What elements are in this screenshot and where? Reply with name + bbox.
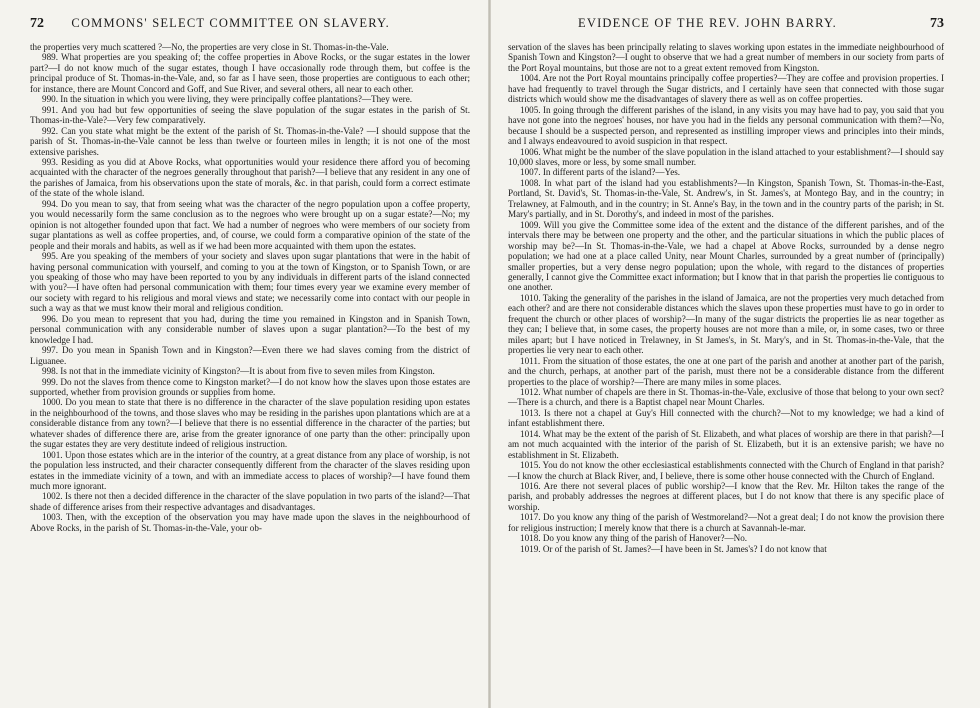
paragraph: 1018. Do you know any thing of the parish of Hanover?—No. xyxy=(520,533,748,544)
paragraph: 1004. Are not the Port Royal mountains principally coffee properties?—They are coffee and provision properties. I have had frequently to travel through the Sugar districts, and I certainly have seen that connected with those sugar districts which would show me the disadvantages of slavery there as well as on coffee properties. xyxy=(508,73,944,105)
paragraph: the properties very much scattered ?—No, the properties are very close in St. Thomas-in-the-Vale. xyxy=(30,42,389,52)
paragraph: 1003. Then, with the exception of the observation you may have made upon the slaves in the neighbourhood of Above Rocks, in the parish of St. Thomas-in-the-Vale, your ob- xyxy=(30,512,470,533)
right-page-number: 73 xyxy=(930,16,944,31)
paragraph: 1011. From the situation of those estates, the one at one part of the parish and another at another part of the parish, and the church, perhaps, at another part of the parish, must there not be a considerable distance from the different properties to the place of worship?—There are many miles in some places. xyxy=(508,355,944,387)
paragraph: 1014. What may be the extent of the parish of St. Elizabeth, and what places of worship are there in that parish?—I am not much acquainted with the interior of the parish of St. Elizabeth, but it is an extensive parish; we have no establishment in St. Elizabeth. xyxy=(508,428,944,460)
paragraph: 998. Is not that in the immediate vicinity of Kingston?—It is about from five to seven miles from Kingston. xyxy=(42,366,435,377)
right-page xyxy=(490,0,980,708)
right-text-column xyxy=(508,42,944,554)
paragraph: 990. In the situation in which you were living, they were principally coffee plantations?—They were. xyxy=(42,94,413,105)
right-page-title: EVIDENCE OF THE REV. JOHN BARRY. xyxy=(578,16,837,30)
paragraph: 1012. What number of chapels are there in St. Thomas-in-the-Vale, exclusive of those that belong to your own sect?—There is a church, and there is a Baptist chapel near Mount Charles. xyxy=(508,386,944,408)
left-running-head xyxy=(30,16,470,36)
paragraph: 991. And you had but few opportunities of seeing the slave population of the sugar estates in the parish of St. Thomas-in-the-Vale?—Very few comparatively. xyxy=(30,104,470,126)
paragraph: 1002. Is there not then a decided difference in the character of the slave population in two parts of the island?—That shade of difference arises from their respective advantages and disadvantages. xyxy=(30,491,470,512)
paragraph: 992. Can you state what might be the extent of the parish of St. Thomas-in-the-Vale? —I should suppose that the parish of St. Thomas-in-the-Vale cannot be less than twelve or fourteen miles in length; it is not one of the most extensive parishes. xyxy=(30,125,470,157)
paragraph: 1005. In going through the different parishes of the island, in any visits you may have had to pay, you said that you have not gone into the negroes' houses, nor have you had in the fields any personal communication with them?—No, because I should be a suspected person, and represented as instilling improper views and principles into their minds, and I always endeavoured to avoid suspicion in that respect. xyxy=(508,104,944,147)
paragraph: 996. Do you mean to represent that you had, during the time you remained in Kingston and in Spanish Town, personal communication with any considerable number of slaves upon a sugar plantation?—To the best of my knowledge I had. xyxy=(30,313,470,345)
paragraph: 1015. You do not know the other ecclesiastical establishments connected with the Church of England in that parish?—I know the church at Black River, and, I believe, there is some other house connected with the Church of England. xyxy=(508,460,944,481)
paragraph: 1013. Is there not a chapel at Guy's Hill connected with the church?—Not to my knowledge; we had a kind of infant establishment there. xyxy=(508,407,944,429)
paragraph: 1019. Or of the parish of St. James?—I have been in St. James's? I do not know that xyxy=(520,543,827,554)
paragraph: 1008. In what part of the island had you establishments?—In Kingston, Spanish Town, St. Thomas-in-the-East, Portland, St. David's, St. Thomas-in-the-Vale, St. Andrew's, in St. James's, at Montego Bay, and in the country; in Trelawney, at Falmouth, and in the country; in St. Anne's Bay, in the town and in the country parts of the parish; in St. Mary's partially, and in St. Dorothy's, and indeed in most of the parishes. xyxy=(508,177,944,220)
paragraph: 989. What properties are you speaking of; the coffee properties in Above Rocks, or the sugar estates in the lower part?—I do not know much of the sugar estates, though I have occasionally rode through them, but coffee is the principal produce of St. Thomas-in-the-Vale, and, so far as I have seen, those properties are contiguous to each other; for instance, there are Mount Concord and Goff, and Sue River, and several others, all near to each other. xyxy=(30,52,470,94)
paragraph: 994. Do you mean to say, that from seeing what was the character of the negro population upon a coffee property, you would necessarily form the same conclusion as to the negroes who were brought up on a sugar estate?—No; my opinion is not altogether founded upon that fact. We had a number of negroes who were members of our society from sugar plantations as well as coffee properties, and, of course, we could form a comparative opinion of the state of the people and their morals and habits, as well as if we had been more acquainted with them upon the estates. xyxy=(30,198,470,251)
paragraph: 995. Are you speaking of the members of your society and slaves upon sugar plantations that were in the habit of having personal communication with yourself, and coming to you at the town of Kingston, or to Spanish Town, or are you speaking of those who may have been reported to you by any individuals in different parts of the island connected with you?—I have often had personal communication with them; four times every year we examine every member of our society with regard to his religious and moral views and state; we necessarily come into contact with our people in such a way as that we must know their moral and religious condition. xyxy=(30,251,470,314)
paragraph: 1010. Taking the generality of the parishes in the island of Jamaica, are not the properties very much detached from each other? and are there not considerable distances which the slaves upon these properties must have to go in order to frequent the church or other places of worship?—In many of the sugar districts the properties lie as near together as they can; I believe that, in some cases, the property houses are not more than a mile, or, in some cases, two or three miles apart; but I have noticed in Trelawney, in St James's, in St. Mary's, and in St. Thomas-in-the-Vale, that the properties lie very near to each other. xyxy=(508,292,944,356)
left-text-column xyxy=(30,42,470,533)
paragraph: 993. Residing as you did at Above Rocks, what opportunities would your residence there afford you of becoming acquainted with the character of the negroes generally throughout that parish?—I believe that any resident in any one of the parishes of Jamaica, from his observations upon the state of morals, &c. in that parish, could form a correct estimate of the state of the whole island. xyxy=(30,156,470,199)
paragraph: 1007. In different parts of the island?—Yes. xyxy=(520,167,681,178)
paragraph: 999. Do not the slaves from thence come to Kingston market?—I do not know how the slaves upon those estates are supported, whether from provision grounds or supplies from home. xyxy=(30,376,470,397)
paragraph: 1006. What might be the number of the slave population in the island attached to your establishment?—I should say 10,000 slaves, more or less, by some small number. xyxy=(508,146,944,167)
left-page-title: COMMONS' SELECT COMMITTEE ON SLAVERY. xyxy=(71,16,390,30)
paragraph: 1000. Do you mean to state that there is no difference in the character of the slave population residing upon estates in the neighbourhood of the towns, and those slaves who may be residing in the parishes upon plantations which are at a considerable distance from any town?—I believe that there is no essential difference in the character of the parties; but whatever shades of difference there are, arise from the greater ignorance of one party than the other: principally upon the sugar estates they are very destitute indeed of religious instruction. xyxy=(30,397,470,450)
paragraph: 1017. Do you know any thing of the parish of Westmoreland?—Not a great deal; I do not know the provision there for religious instruction; I merely know that there is a church at Savannah-le-mar. xyxy=(508,512,944,533)
paragraph: 1016. Are there not several places of public worship?—I know that the Rev. Mr. Hilton takes the range of the parish, and probably addresses the negroes at different places, but I do not know that there is any specific place of worship. xyxy=(508,481,944,512)
paragraph: servation of the slaves has been principally relating to slaves working upon estates in the immediate neighbourhood of Spanish Town and Kingston?—I ought to observe that we had a great number of members in our society from parts of the Port Royal mountains, but those are not to a great extent removed from Kingston. xyxy=(508,42,944,73)
left-page-number: 72 xyxy=(30,16,44,31)
right-running-head xyxy=(508,16,944,36)
paragraph: 997. Do you mean in Spanish Town and in Kingston?—Even there we had slaves coming from the district of Liguanee. xyxy=(30,345,470,366)
paragraph: 1009. Will you give the Committee some idea of the extent and the distance of the different parishes, and of the intervals there may be between one property and the other, and the particular situations in which the public places of worship may be?—In St. Thomas-in-the-Vale, we had a chapel at Above Rocks, surrounded by a dense negro population; we had one at a place called Unity, near Mount Charles, surrounded by a great number of (principally) smaller properties, but a very dense negro population; upon the whole, with regard to the distances of properties generally, I cannot give the Committee exact information; but I know that in that parish the properties lie contiguous to one another. xyxy=(508,219,944,293)
paragraph: 1001. Upon those estates which are in the interior of the country, at a great distance from any place of worship, is not the population less instructed, and their character consequently different from the character of the slaves residing upon estates in the immediate vicinity of a town, and with an immediate access to places of worship?—I have found them much more ignorant. xyxy=(30,449,470,492)
